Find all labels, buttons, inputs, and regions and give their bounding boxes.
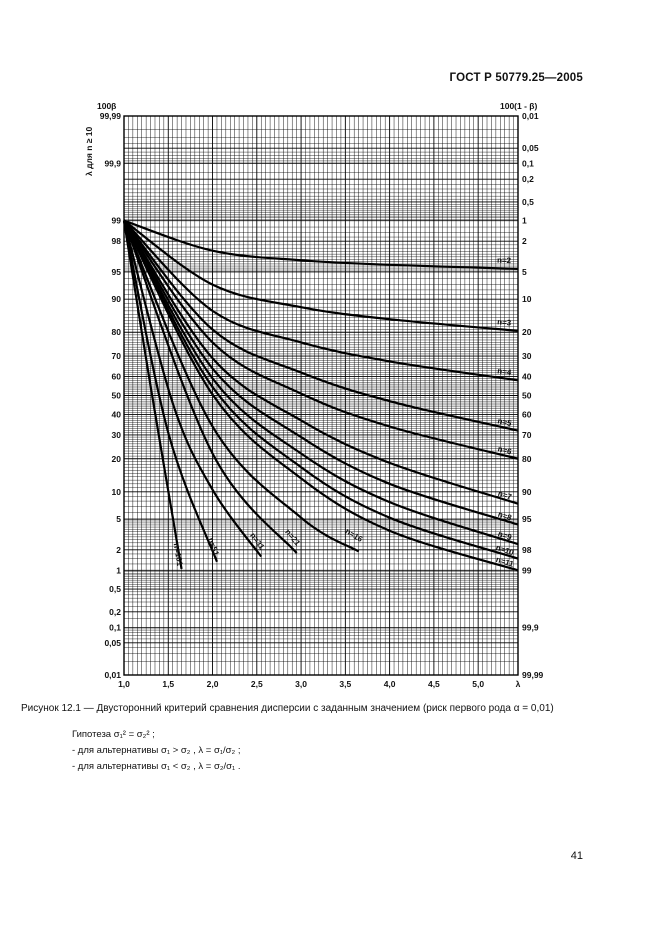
- left-tick-label: 30: [111, 429, 121, 440]
- right-tick-label: 40: [522, 371, 532, 382]
- left-tick-label: 90: [111, 294, 121, 305]
- curve-label: n=6: [496, 444, 513, 457]
- x-tick-label: 4,5: [427, 679, 440, 689]
- alternative-1-line: - для альтернативы σ₁ > σ₂ , λ = σ₁/σ₂ ;: [72, 745, 241, 756]
- figure-caption: Рисунок 12.1 — Двусторонний критерий сравнения дисперсии с заданным значением (риск первого рода α = 0,01): [21, 703, 554, 714]
- left-tick-label: 95: [111, 266, 121, 277]
- curve-label: n=4: [496, 366, 512, 378]
- left-tick-label: 1: [116, 565, 121, 576]
- right-axis-title: 100(1 - β): [500, 101, 538, 111]
- curve-label: n=5: [496, 416, 513, 429]
- alternative-2-line: - для альтернативы σ₁ < σ₂ , λ = σ₂/σ₁ .: [72, 761, 241, 772]
- left-tick-label: 70: [111, 351, 121, 362]
- standard-code: ГОСТ Р 50779.25—2005: [449, 72, 583, 84]
- x-tick-label: 2,5: [250, 679, 263, 689]
- right-tick-label: 1: [522, 215, 527, 226]
- x-tick-label: 1,5: [162, 679, 175, 689]
- chart-grid: [124, 116, 518, 675]
- curve-label: n=3: [496, 317, 512, 328]
- x-tick-label: 2,0: [206, 679, 219, 689]
- right-tick-label: 30: [522, 351, 532, 362]
- right-tick-label: 90: [522, 486, 532, 497]
- page-number: 41: [570, 850, 583, 862]
- left-tick-label: 98: [111, 236, 121, 247]
- left-tick-label: 99,9: [104, 158, 121, 169]
- left-tick-label: 0,05: [104, 637, 121, 648]
- hypothesis-line: Гипотеза σ₁² = σ₂² ;: [72, 729, 155, 740]
- right-tick-label: 99,9: [522, 622, 539, 633]
- curve-label: n=2: [496, 255, 512, 266]
- right-tick-label: 20: [522, 327, 532, 338]
- curve-label: n=8: [496, 509, 513, 523]
- left-tick-label: 99: [111, 215, 121, 226]
- left-tick-label: 60: [111, 371, 121, 382]
- right-tick-label: 5: [522, 266, 527, 277]
- curve-label: n=11: [494, 554, 515, 569]
- left-tick-label: 10: [111, 486, 121, 497]
- right-tick-label: 2: [522, 236, 527, 247]
- curve-label: n=101: [171, 542, 185, 567]
- right-tick-label: 99,99: [522, 670, 544, 680]
- curve-label: n=9: [496, 529, 513, 543]
- right-tick-label: 0,01: [522, 111, 539, 121]
- left-tick-label: 5: [116, 514, 121, 525]
- left-tick-label: 0,2: [109, 606, 121, 617]
- right-tick-label: 0,2: [522, 174, 534, 185]
- right-tick-label: 50: [522, 390, 532, 401]
- right-tick-label: 0,05: [522, 143, 539, 154]
- left-axis-side-label: λ для n ≥ 10: [84, 126, 94, 176]
- left-tick-label: 80: [111, 327, 121, 338]
- tick-labels: [100, 111, 544, 689]
- left-tick-label: 20: [111, 453, 121, 464]
- left-tick-label: 50: [111, 390, 121, 401]
- right-tick-label: 80: [522, 453, 532, 464]
- x-tick-label: 3,5: [339, 679, 352, 689]
- curve-label: n=16: [343, 526, 365, 544]
- curve-label: n=7: [496, 488, 513, 502]
- right-tick-label: 0,5: [522, 196, 534, 207]
- curve-label: n=31: [248, 531, 267, 552]
- left-tick-label: 0,01: [104, 670, 121, 680]
- left-tick-label: 99,99: [99, 111, 121, 121]
- curve-label: n=51: [205, 536, 221, 558]
- right-tick-label: 95: [522, 514, 532, 525]
- x-tick-label: 4,0: [383, 679, 396, 689]
- curve-n=7: [124, 221, 518, 504]
- left-tick-label: 0,5: [109, 584, 121, 595]
- x-tick-label: 3,0: [295, 679, 307, 689]
- x-tick-label: 1,0: [118, 679, 130, 689]
- right-tick-label: 10: [522, 294, 532, 305]
- curve-label: n=21: [283, 527, 302, 548]
- left-tick-label: 2: [116, 544, 121, 555]
- left-axis-title: 100β: [97, 101, 117, 111]
- right-tick-label: 98: [522, 544, 532, 555]
- left-tick-label: 40: [111, 409, 121, 420]
- curve-label: n=10: [494, 543, 515, 558]
- x-tick-label: λ: [515, 679, 521, 689]
- right-tick-label: 99: [522, 565, 532, 576]
- right-tick-label: 70: [522, 429, 532, 440]
- x-tick-label: 5,0: [472, 679, 485, 689]
- left-tick-label: 0,1: [109, 622, 121, 633]
- right-tick-label: 60: [522, 409, 532, 420]
- right-tick-label: 0,1: [522, 158, 534, 169]
